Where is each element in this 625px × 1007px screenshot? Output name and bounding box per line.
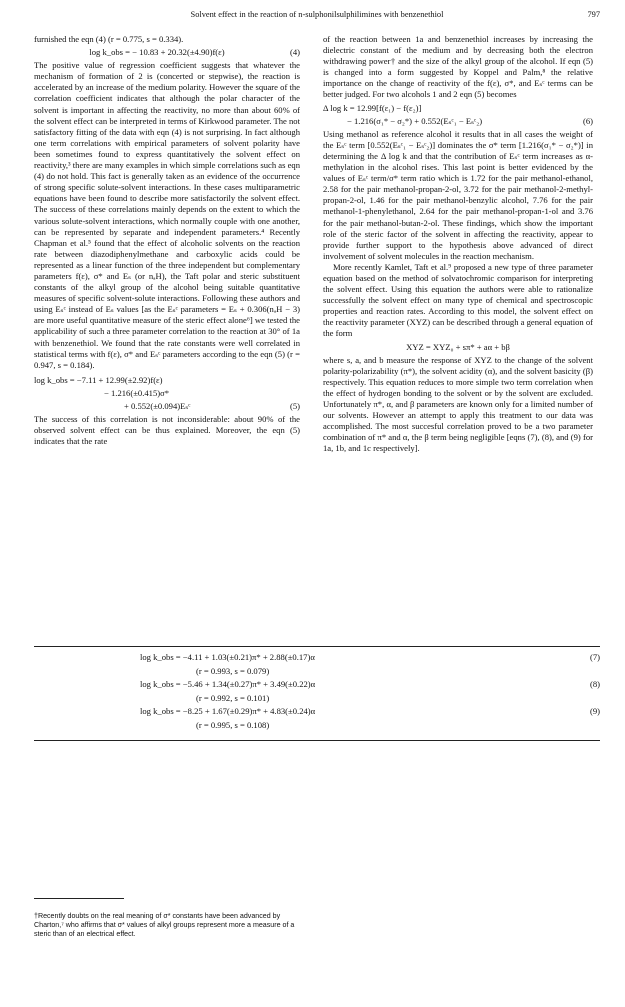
footnote: †Recently doubts on the real meaning of σ* constants have been advanced by Charton,⁷ who affirms that σ* values of alkyl groups represent more a measure of a steric than of an electrical effect. [34,912,295,939]
paragraph: of the reaction between 1a and benzenethiol increases by increasing the dielectric constant of the medium and by decreasing both the electron withdrawing power† and the size of the alkyl group of the alcohol. If eqn (5) is changed into a form suggested by Koppel and Palm,⁸ the relative importance on the change of reactivity of the f(ε), σ*, and Eₛᶜ terms can be better judged. For two alcohols 1 and 2 eqn (5) becomes [323,34,593,100]
equation-8-stats [140,693,600,707]
equation-xyz [323,342,593,353]
equation-number: (9) [589,706,600,716]
running-title: Solvent effect in the reaction of n-sulphonilsulphilimines with benzenethiol [190,10,444,19]
equation-6-line-1 [323,103,593,114]
equation-stats: (r = 0.993, s = 0.079) [196,665,270,676]
equation-7-stats [140,666,600,680]
equation-number: (8) [589,679,600,689]
equation-stats: (r = 0.995, s = 0.108) [196,719,270,730]
equations-block [140,652,600,733]
equation-text: log k_obs = −8.25 + 1.67(±0.29)π* + 4.83(±0.24)α [140,706,316,716]
equation-number: (6) [582,115,593,126]
equation-text: log k_obs = − 10.83 + 20.32(±4.90)f(ε) [89,47,225,58]
equation-9 [140,706,600,720]
equation-number: (5) [289,401,300,411]
equation-text: log k_obs = −4.11 + 1.03(±0.21)π* + 2.88(±0.17)α [140,652,315,662]
equation-number: (4) [289,47,300,58]
left-column [34,34,300,447]
paragraph: Using methanol as reference alcohol it results that in all cases the weight of the Eₛᶜ term [0.552(Eₛᶜ₁ − Eₛᶜ₂)] dominates the σ* term [1.216(σ₁* − σ₂*)] in determining the Δ log k and that the contribution of Eₛᶜ term increases as α-methylation in the alcohol rises. This last point is better evidenced by the values of Eₛᶜ term/σ* term ratio which is 1.72 for the pair methanol-ethanol, 2.58 for the pair methanol-propan-2-ol, 3.72 for the pair methanol-2-methyl-propan-2-ol, 1.46 for the pair methanol-benzylic alcohol, 7.76 for the pair methanol-1-phenylethanol, 2.64 for the pair methanol-propan-1-ol and 3.76 for the pair methanol-butan-2-ol. These findings, which show the important role of the steric factor of the solvent in affecting the reactivity, appear to provide further support to the hypothesis above advanced of direct involvement of solvent molecules in the reaction mechanism. [323,128,593,261]
equation-8 [140,679,600,693]
paragraph: furnished the eqn (4) (r = 0.775, s = 0.334). [34,34,184,44]
equation-7 [140,652,600,666]
right-column [323,34,593,454]
equation-text: − 1.216(±0.415)σ* [104,387,170,398]
paragraph: where s, a, and b measure the response of XYZ to the change of the solvent polarity-polarizability (π*), the solvent acidity (α), and the solvent basicity (β) respectively. This equation reduces to more simple two term correlation when the effect of hydrogen bonding to the solvent or by the solvent are excluded. Unfortunately π*, α, and β parameters are known only for a limited number of our solvents. However an attempt to apply this treatment to our data was accomplished. The most succesful correlation proved to be a two parameter combination of π* and α, the β term being negligible [eqns (7), (8), and (9) for 1a, 1b, and 1c respectively]. [323,354,593,454]
equation-5-line-1 [34,375,300,386]
footnote-rule [34,898,124,899]
equation-text: + 0.552(±0.094)Eₛᶜ [124,401,191,411]
divider-top [34,646,600,647]
equation-5-line-3 [34,401,300,412]
equation-text: log k_obs = −7.11 + 12.99(±2.92)f(ε) [34,374,163,385]
running-header [34,9,600,23]
equation-6-line-2 [323,116,593,127]
divider-bottom [34,740,600,741]
page-number: 797 [587,10,600,19]
equation-text: log k_obs = −5.46 + 1.34(±0.27)π* + 3.49(±0.22)α [140,679,316,689]
equation-stats: (r = 0.992, s = 0.101) [196,692,270,703]
equation-text: XYZ = XYZ₀ + sπ* + aα + bβ [406,341,510,352]
equation-5-line-2 [34,388,300,399]
paragraph: The success of this correlation is not inconsiderable: about 90% of the observed solvent effect can be thus explained. Moreover, the eqn (5) indicates that the rate [34,414,300,447]
paragraph: More recently Kamlet, Taft et al.⁹ proposed a new type of three parameter equation based on the method of solvatochromic comparison for interpreting the solvent effect. Using this equation the authors were able to rationalize successfully the solvent effect on many type of chemical and spectroscopic properties and reaction rates. According to this model, the solvent effect on the reactivity parameter (XYZ) can be described through a general equation of the form [323,261,593,339]
paragraph: The positive value of regression coefficient suggests that whatever the mechanism of formation of 2 is (concerted or stepwise), the reaction is accelerated by an increase of the medium polarity. However the square of the correlation coefficient indicates that although the polar character of the solvent is important in affecting the reactivity, no more than about 60% of the solvent effect can be interpreted in terms of Kirkwood parameter. The not satisfactory fitting of the data with eqn (4) is not surprising. In fact although one term correlations with empirical parameters of solvent polarity have been sometimes found to express quantitatively the solvent effect on reactivity,³ there are many examples in which simple correlations such as eqn (4) do not hold. This fact is generally taken as an evidence of the occurrence of strong specific solute-solvent interactions. In these cases multiparametric equations have been found to describe more satisfactorily the solvent effect. The success of these correlations mainly depends on the extent to which the various solute-solvent interactions, which normally couple with one another, can be represented by separate and independent parameters.⁴ Recently Chapman et al.⁵ found that the effect of alcoholic solvents on the reaction rate between diazodiphenylmethane and carboxylic acids could be represented as a linear function of the three independent but complementary parameters f(ε), σ* and Eₛ (or nₐH), the Taft polar and steric substituent constants of the alkyl group of the alcohol being suitable quantitative measures of specific solvent-solute interactions. Following these authors and using Eₛᶜ instead of Eₛ values [as the Eₛᶜ parameters = Eₛ + 0.306(nₐH − 3) are more useful quantitative measure of the steric effect alone⁶] we tested the applicability of such a three parameter correlation to the reaction at 30° of 1a with benzenethiol. We found that the rate constants were well correlated in statistical terms with f(ε), σ* and Eₛᶜ parameters according to the eqn (5) (r = 0.947, s = 0.184). [34,60,300,370]
equation-4 [34,47,300,58]
equation-9-stats [140,720,600,734]
equation-number: (7) [589,652,600,662]
equation-text: − 1.216(σ₁* − σ₂*) + 0.552(Eₛᶜ₁ − Eₛᶜ₂) [347,115,483,126]
equation-text: Δ log k = 12.99[f(ε₁) − f(ε₂)] [323,102,422,113]
